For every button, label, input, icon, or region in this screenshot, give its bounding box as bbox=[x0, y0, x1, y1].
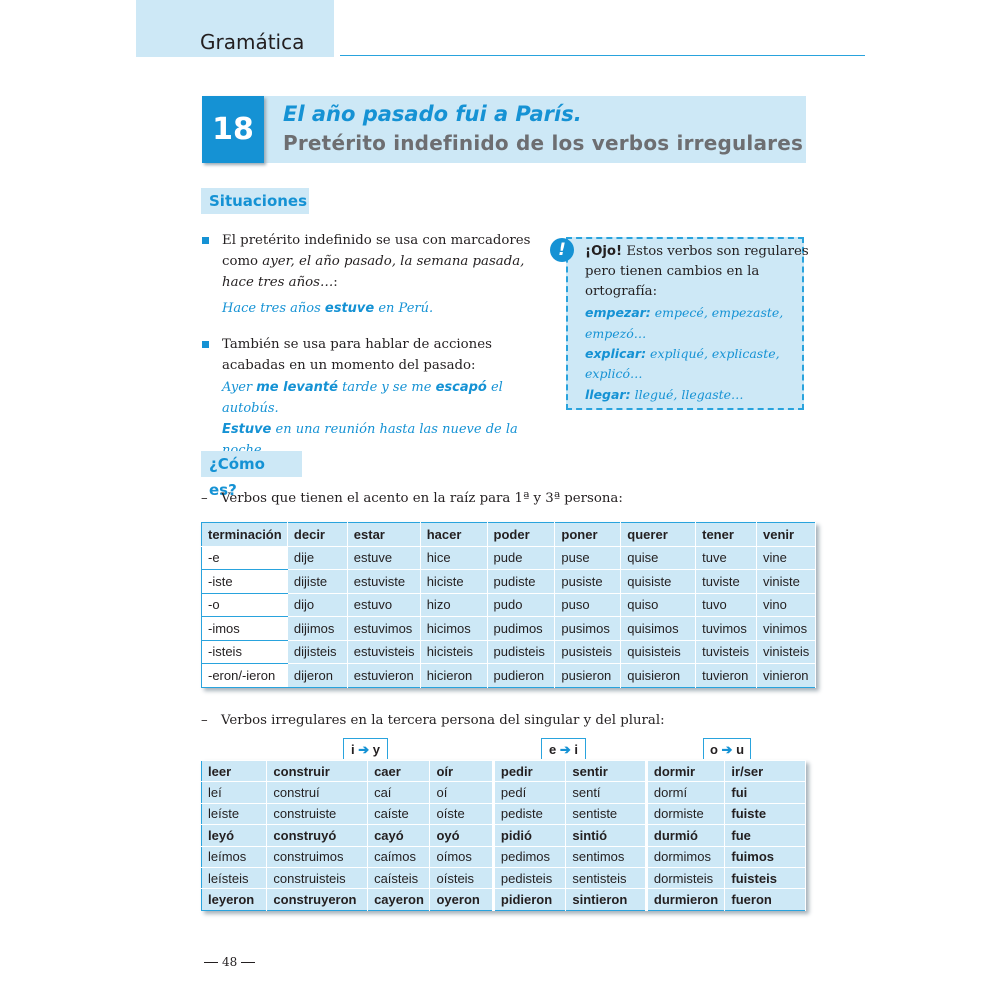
table1-cell: vine bbox=[757, 546, 816, 570]
table1-cell: -eron/-ieron bbox=[202, 664, 288, 688]
table1-cell: pusisteis bbox=[555, 640, 621, 664]
table1-cell: estuviste bbox=[347, 570, 420, 594]
table1-cell: quisiste bbox=[621, 570, 696, 594]
change-tag-e-i: e ➔ i bbox=[541, 738, 586, 759]
table2-cell: cayeron bbox=[368, 889, 430, 910]
table1-cell: pusimos bbox=[555, 617, 621, 641]
table1-row bbox=[202, 664, 816, 688]
table2-header-cell: construir bbox=[267, 761, 368, 782]
table1-cell: vinieron bbox=[757, 664, 816, 688]
table1-cell: -iste bbox=[202, 570, 288, 594]
table2-cell: pediste bbox=[493, 803, 565, 824]
como-es-heading: ¿Cómo es? bbox=[201, 451, 302, 477]
table1-header-cell: poner bbox=[555, 523, 621, 547]
table2-cell: dormí bbox=[646, 782, 725, 803]
table2-cell: construyó bbox=[267, 825, 368, 846]
table2-cell: fuiste bbox=[725, 803, 806, 824]
table2-row bbox=[202, 782, 806, 803]
table1-cell: tuvimos bbox=[696, 617, 757, 641]
table2-cell: oí bbox=[430, 782, 493, 803]
table1-cell: -e bbox=[202, 546, 288, 570]
table1-cell: hice bbox=[420, 546, 487, 570]
table1-cell: pudisteis bbox=[487, 640, 555, 664]
table1-cell: hicieron bbox=[420, 664, 487, 688]
table1-cell: estuvisteis bbox=[347, 640, 420, 664]
table1-cell: dijo bbox=[287, 593, 347, 617]
table2-cell: cayó bbox=[368, 825, 430, 846]
table1-cell: hicimos bbox=[420, 617, 487, 641]
note-example-explicar: explicar: expliqué, explicaste, bbox=[585, 346, 780, 361]
note-line-1: ¡Ojo! Estos verbos son regulares bbox=[585, 244, 809, 259]
table1-cell: tuvisteis bbox=[696, 640, 757, 664]
unit-number: 18 bbox=[202, 96, 264, 163]
table2-row bbox=[202, 825, 806, 846]
table1-cell: hizo bbox=[420, 593, 487, 617]
table1-cell: estuve bbox=[347, 546, 420, 570]
table2-cell: durmió bbox=[646, 825, 725, 846]
table1-header-cell: decir bbox=[287, 523, 347, 547]
note-example-empezar-cont: empezó… bbox=[585, 326, 647, 341]
table2-header-cell: oír bbox=[430, 761, 493, 782]
table2-cell: fue bbox=[725, 825, 806, 846]
table1-cell: puso bbox=[555, 593, 621, 617]
bullet bbox=[202, 237, 209, 244]
table1-cell: dijeron bbox=[287, 664, 347, 688]
table1-cell: pudimos bbox=[487, 617, 555, 641]
situaciones-heading: Situaciones bbox=[201, 188, 309, 214]
table1-cell: quisimos bbox=[621, 617, 696, 641]
table1-cell: estuvieron bbox=[347, 664, 420, 688]
table2-cell: pidieron bbox=[493, 889, 565, 910]
table2-row bbox=[202, 846, 806, 867]
table1-cell: dijimos bbox=[287, 617, 347, 641]
table1-cell: -isteis bbox=[202, 640, 288, 664]
table1-cell: hicisteis bbox=[420, 640, 487, 664]
table1-cell: dijiste bbox=[287, 570, 347, 594]
note-line-2: pero tienen cambios en la bbox=[585, 264, 760, 279]
table1-row bbox=[202, 593, 816, 617]
exclamation-icon: ! bbox=[550, 238, 574, 262]
table2-header-cell: pedir bbox=[493, 761, 565, 782]
table1-cell: tuvo bbox=[696, 593, 757, 617]
table2-cell: sentimos bbox=[566, 846, 647, 867]
table2-cell: construyeron bbox=[267, 889, 368, 910]
table-irregular-stems bbox=[201, 522, 816, 688]
table2-cell: sentisteis bbox=[566, 867, 647, 888]
table1-cell: viniste bbox=[757, 570, 816, 594]
table1-cell: dije bbox=[287, 546, 347, 570]
table2-cell: pidió bbox=[493, 825, 565, 846]
table1-cell: tuve bbox=[696, 546, 757, 570]
table1-cell: puse bbox=[555, 546, 621, 570]
table1-cell: tuviste bbox=[696, 570, 757, 594]
table1-cell: vino bbox=[757, 593, 816, 617]
table2-cell: caíste bbox=[368, 803, 430, 824]
table2-cell: leí bbox=[202, 782, 267, 803]
table2-cell: pedisteis bbox=[493, 867, 565, 888]
note-example-empezar: empezar: empecé, empezaste, bbox=[585, 305, 784, 320]
table2-cell: pedimos bbox=[493, 846, 565, 867]
table1-row bbox=[202, 570, 816, 594]
situaciones-paragraph-1: El pretérito indefinido se usa con marcadores como ayer, el año pasado, la semana pasada, hace tres años…: bbox=[222, 233, 531, 290]
table1-header-cell: terminación bbox=[202, 523, 288, 547]
table2-cell: oyeron bbox=[430, 889, 493, 910]
table1-cell: estuvo bbox=[347, 593, 420, 617]
table1-cell: vinimos bbox=[757, 617, 816, 641]
table1-cell: pude bbox=[487, 546, 555, 570]
situaciones-paragraph-2: También se usa para hablar de acciones acabadas en un momento del pasado: bbox=[222, 337, 492, 373]
note-example-explicar-cont: explicó… bbox=[585, 366, 643, 381]
table2-cell: leíste bbox=[202, 803, 267, 824]
table2-cell: pedí bbox=[493, 782, 565, 803]
page-footer bbox=[200, 955, 259, 969]
table1-header-cell: venir bbox=[757, 523, 816, 547]
table2-cell: oíste bbox=[430, 803, 493, 824]
table2-row bbox=[202, 803, 806, 824]
table1-header-cell: poder bbox=[487, 523, 555, 547]
table1-cell: estuvimos bbox=[347, 617, 420, 641]
table2-cell: construimos bbox=[267, 846, 368, 867]
table1-cell: tuvieron bbox=[696, 664, 757, 688]
table1-header-cell: tener bbox=[696, 523, 757, 547]
table2-cell: caí bbox=[368, 782, 430, 803]
table2-cell: construiste bbox=[267, 803, 368, 824]
table1-cell: dijisteis bbox=[287, 640, 347, 664]
table1-cell: pudiste bbox=[487, 570, 555, 594]
dash: – bbox=[201, 713, 208, 728]
table2-cell: sentiste bbox=[566, 803, 647, 824]
example-1: Hace tres años estuve en Perú. bbox=[222, 301, 434, 316]
table1-header-cell: querer bbox=[621, 523, 696, 547]
table2-cell: fuisteis bbox=[725, 867, 806, 888]
table2-cell: sintió bbox=[566, 825, 647, 846]
table1-cell: pusieron bbox=[555, 664, 621, 688]
table2-header-cell: dormir bbox=[646, 761, 725, 782]
table1-row bbox=[202, 546, 816, 570]
table1-cell: -imos bbox=[202, 617, 288, 641]
table1-cell: pudo bbox=[487, 593, 555, 617]
table1-row bbox=[202, 617, 816, 641]
table1-cell: quisieron bbox=[621, 664, 696, 688]
table1-header-cell: estar bbox=[347, 523, 420, 547]
table2-header-cell: leer bbox=[202, 761, 267, 782]
table1-cell: pusiste bbox=[555, 570, 621, 594]
table1-cell: pudieron bbox=[487, 664, 555, 688]
table1-cell: vinisteis bbox=[757, 640, 816, 664]
table1-cell: quisisteis bbox=[621, 640, 696, 664]
table2-row bbox=[202, 867, 806, 888]
table2-cell: leímos bbox=[202, 846, 267, 867]
table1-cell: quiso bbox=[621, 593, 696, 617]
table2-cell: sentí bbox=[566, 782, 647, 803]
table1-header-cell: hacer bbox=[420, 523, 487, 547]
table2-cell: fuimos bbox=[725, 846, 806, 867]
section-title: Gramática bbox=[200, 30, 305, 54]
table2-cell: dormisteis bbox=[646, 867, 725, 888]
table1-cell: -o bbox=[202, 593, 288, 617]
table2-cell: leyó bbox=[202, 825, 267, 846]
table2-cell: caísteis bbox=[368, 867, 430, 888]
unit-subtitle: Pretérito indefinido de los verbos irregulares bbox=[283, 131, 804, 155]
table1-cell: quise bbox=[621, 546, 696, 570]
change-tag-o-u: o ➔ u bbox=[703, 738, 751, 759]
header-rule bbox=[340, 55, 865, 56]
table2-cell: fui bbox=[725, 782, 806, 803]
table2-cell: construisteis bbox=[267, 867, 368, 888]
table1-intro: Verbos que tienen el acento en la raíz para 1ª y 3ª persona: bbox=[221, 491, 623, 506]
table2-row bbox=[202, 889, 806, 910]
table2-cell: oímos bbox=[430, 846, 493, 867]
table2-cell: fueron bbox=[725, 889, 806, 910]
note-line-3: ortografía: bbox=[585, 284, 658, 299]
table2-cell: durmieron bbox=[646, 889, 725, 910]
note-box bbox=[566, 237, 804, 410]
example-2: Ayer me levanté tarde y se me escapó el autobús. Estuve en una reunión hasta las nueve de la bbox=[222, 380, 518, 437]
page-number: 48 bbox=[222, 955, 238, 969]
dash: – bbox=[201, 491, 208, 506]
table2-cell: oyó bbox=[430, 825, 493, 846]
table2-cell: dormimos bbox=[646, 846, 725, 867]
table2-header-cell: sentir bbox=[566, 761, 647, 782]
table2-cell: leísteis bbox=[202, 867, 267, 888]
unit-title: El año pasado fui a París. bbox=[283, 102, 582, 126]
table1-row bbox=[202, 640, 816, 664]
table1-cell: hiciste bbox=[420, 570, 487, 594]
change-tag-i-y: i ➔ y bbox=[343, 738, 388, 759]
table2-cell: construí bbox=[267, 782, 368, 803]
table2-header-cell: ir/ser bbox=[725, 761, 806, 782]
table2-cell: sintieron bbox=[566, 889, 647, 910]
table2-header-cell: caer bbox=[368, 761, 430, 782]
table2-cell: oísteis bbox=[430, 867, 493, 888]
table-third-person bbox=[201, 760, 806, 911]
table2-cell: dormiste bbox=[646, 803, 725, 824]
note-example-llegar: llegar: llegué, llegaste… bbox=[585, 387, 744, 402]
table2-cell: leyeron bbox=[202, 889, 267, 910]
bullet bbox=[202, 341, 209, 348]
table2-intro: Verbos irregulares en la tercera persona del singular y del plural: bbox=[221, 713, 665, 728]
table2-cell: caímos bbox=[368, 846, 430, 867]
